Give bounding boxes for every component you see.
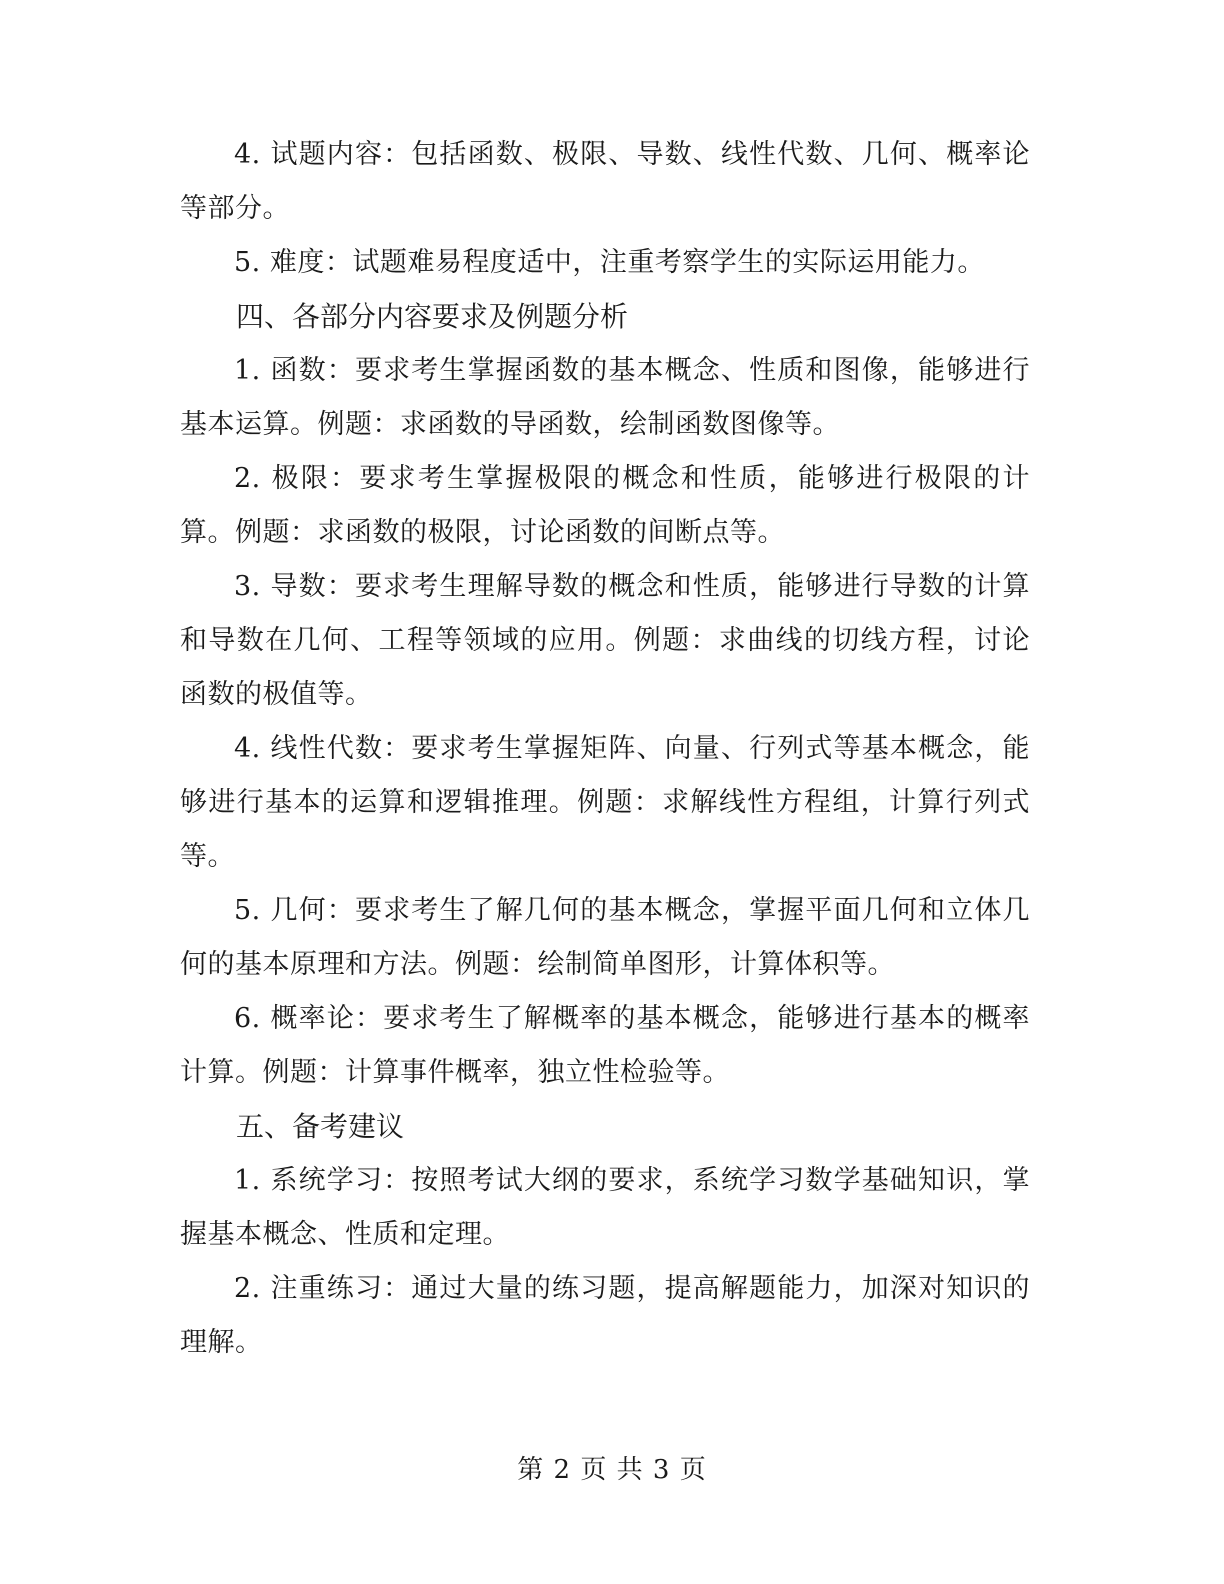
paragraph-content-scope: 4. 试题内容：包括函数、极限、导数、线性代数、几何、概率论等部分。 — [180, 139, 1030, 224]
paragraph-limits: 2. 极限：要求考生掌握极限的概念和性质，能够进行极限的计算。例题：求函数的极限，讨论函数的间断点等。 — [180, 463, 1030, 548]
paragraph-functions: 1. 函数：要求考生掌握函数的基本概念、性质和图像，能够进行基本运算。例题：求函数的导函数，绘制函数图像等。 — [180, 355, 1030, 440]
paragraph-practice: 2. 注重练习：通过大量的练习题，提高解题能力，加深对知识的理解。 — [180, 1273, 1030, 1358]
paragraph-derivatives: 3. 导数：要求考生理解导数的概念和性质，能够进行导数的计算和导数在几何、工程等领域的应用。例题：求曲线的切线方程，讨论函数的极值等。 — [180, 571, 1030, 710]
paragraph-difficulty: 5. 难度：试题难易程度适中，注重考察学生的实际运用能力。 — [234, 247, 985, 278]
section-heading-requirements: 四、各部分内容要求及例题分析 — [236, 300, 629, 333]
paragraph-linear-algebra: 4. 线性代数：要求考生掌握矩阵、向量、行列式等基本概念，能够进行基本的运算和逻辑推理。例题：求解线性方程组，计算行列式等。 — [180, 733, 1030, 872]
page-number-label: 第 2 页 共 3 页 — [517, 1455, 707, 1485]
page-footer — [0, 1452, 1224, 1488]
section-heading-advice: 五、备考建议 — [236, 1110, 405, 1143]
paragraph-probability: 6. 概率论：要求考生了解概率的基本概念，能够进行基本的概率计算。例题：计算事件概率，独立性检验等。 — [180, 1003, 1030, 1088]
paragraph-geometry: 5. 几何：要求考生了解几何的基本概念，掌握平面几何和立体几何的基本原理和方法。例题：绘制简单图形，计算体积等。 — [180, 895, 1030, 980]
paragraph-systematic-study: 1. 系统学习：按照考试大纲的要求，系统学习数学基础知识，掌握基本概念、性质和定理。 — [180, 1165, 1030, 1250]
document-body — [180, 128, 1030, 1370]
